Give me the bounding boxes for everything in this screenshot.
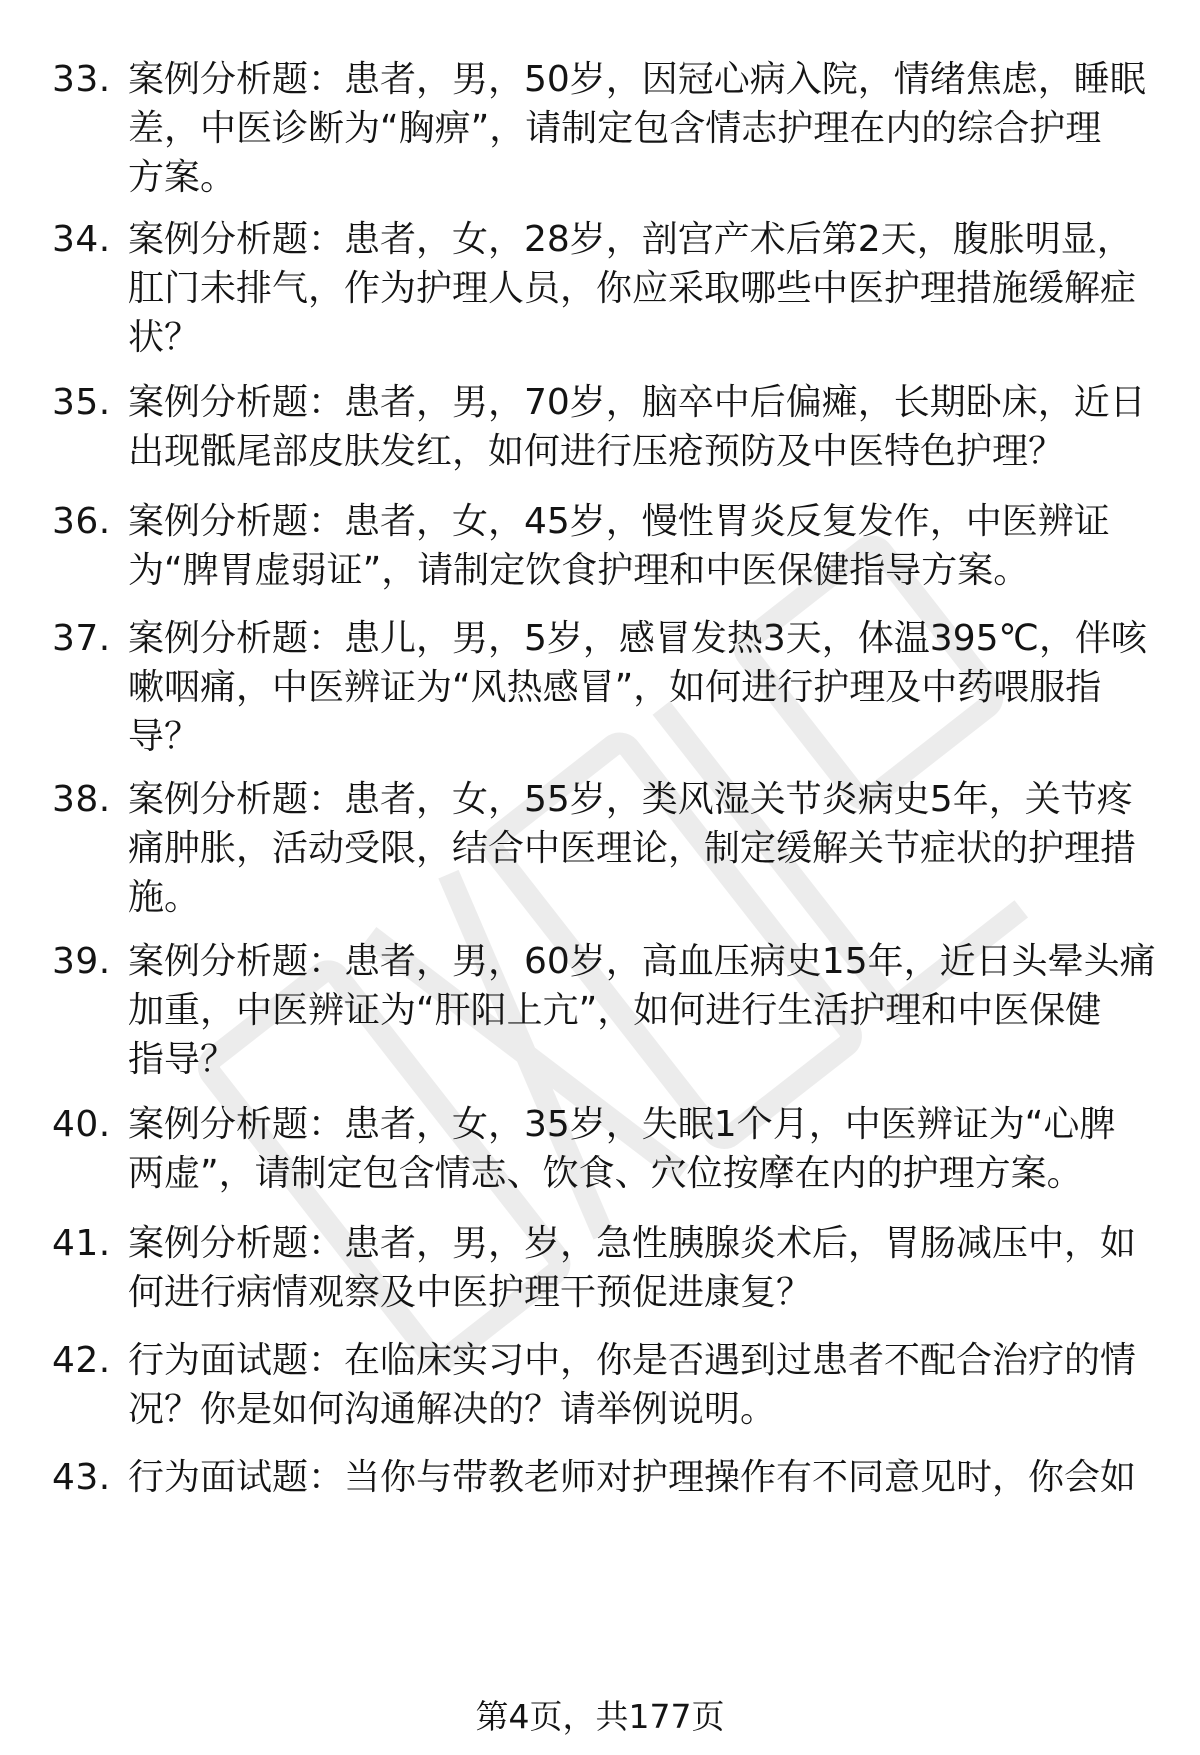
question-number: 33. xyxy=(52,59,111,100)
question-number: 41. xyxy=(52,1223,111,1264)
question-line: 出现骶尾部皮肤发红，如何进行压疮预防及中医特色护理？ xyxy=(128,431,1065,472)
question-line: 何进行病情观察及中医护理干预促进康复？ xyxy=(128,1272,813,1313)
question-text xyxy=(128,1219,1158,1317)
question-number: 35. xyxy=(52,382,111,423)
question-text xyxy=(128,378,1158,476)
question-line: 案例分析题：患者，男，岁，急性胰腺炎术后，胃肠减压中，如 xyxy=(128,1223,1137,1264)
question-line: 嗽咽痛，中医辨证为“风热感冒”，如何进行护理及中药喂服指 xyxy=(128,667,1102,708)
question-text xyxy=(128,1453,1158,1502)
question-text xyxy=(128,775,1158,922)
question-number: 40. xyxy=(52,1104,111,1145)
question-number: 34. xyxy=(52,219,111,260)
question-line: 两虚”，请制定包含情志、饮食、穴位按摩在内的护理方案。 xyxy=(128,1153,1083,1194)
question-line: 况？你是如何沟通解决的？请举例说明。 xyxy=(128,1389,777,1430)
question-text xyxy=(128,614,1158,761)
question-line: 案例分析题：患者，男，50岁，因冠心病入院，情绪焦虑，睡眠 xyxy=(128,59,1146,100)
question-line: 为“脾胃虚弱证”，请制定饮食护理和中医保健指导方案。 xyxy=(128,550,1030,591)
question-number: 43. xyxy=(52,1457,111,1498)
question-line: 状？ xyxy=(128,317,201,358)
question-number: 37. xyxy=(52,618,111,659)
question-line: 案例分析题：患者，女，35岁，失眠1个月，中医辨证为“心脾 xyxy=(128,1104,1116,1145)
question-line: 行为面试题：当你与带教老师对护理操作有不同意见时，你会如 xyxy=(128,1457,1137,1498)
question-line: 案例分析题：患儿，男，5岁，感冒发热3天，体温395℃，伴咳 xyxy=(128,618,1147,659)
question-text xyxy=(128,937,1158,1084)
question-text xyxy=(128,55,1158,202)
question-number: 36. xyxy=(52,501,111,542)
question-line: 案例分析题：患者，女，55岁，类风湿关节炎病史5年，关节疼 xyxy=(128,779,1133,820)
question-line: 导？ xyxy=(128,716,201,757)
question-text xyxy=(128,1336,1158,1434)
question-line: 行为面试题：在临床实习中，你是否遇到过患者不配合治疗的情 xyxy=(128,1340,1137,1381)
question-line: 肛门未排气，作为护理人员，你应采取哪些中医护理措施缓解症 xyxy=(128,268,1137,309)
question-line: 加重，中医辨证为“肝阳上亢”，如何进行生活护理和中医保健 xyxy=(128,990,1102,1031)
question-line: 痛肿胀，活动受限，结合中医理论，制定缓解关节症状的护理措 xyxy=(128,828,1137,869)
question-number: 42. xyxy=(52,1340,111,1381)
question-number: 38. xyxy=(52,779,111,820)
question-line: 案例分析题：患者，女，28岁，剖宫产术后第2天，腹胀明显， xyxy=(128,219,1133,260)
question-line: 方案。 xyxy=(128,157,237,198)
page-footer: 第4页，共177页 xyxy=(475,1697,725,1736)
question-line: 指导？ xyxy=(128,1039,237,1080)
question-line: 案例分析题：患者，女，45岁，慢性胃炎反复发作，中医辨证 xyxy=(128,501,1110,542)
question-line: 施。 xyxy=(128,877,201,918)
question-line: 差，中医诊断为“胸痹”，请制定包含情志护理在内的综合护理 xyxy=(128,108,1102,149)
question-text xyxy=(128,497,1158,595)
question-text xyxy=(128,215,1158,362)
question-number: 39. xyxy=(52,941,111,982)
question-line: 案例分析题：患者，男，70岁，脑卒中后偏瘫，长期卧床，近日 xyxy=(128,382,1146,423)
question-line: 案例分析题：患者，男，60岁，高血压病史15年，近日头晕头痛 xyxy=(128,941,1156,982)
question-text xyxy=(128,1100,1158,1198)
